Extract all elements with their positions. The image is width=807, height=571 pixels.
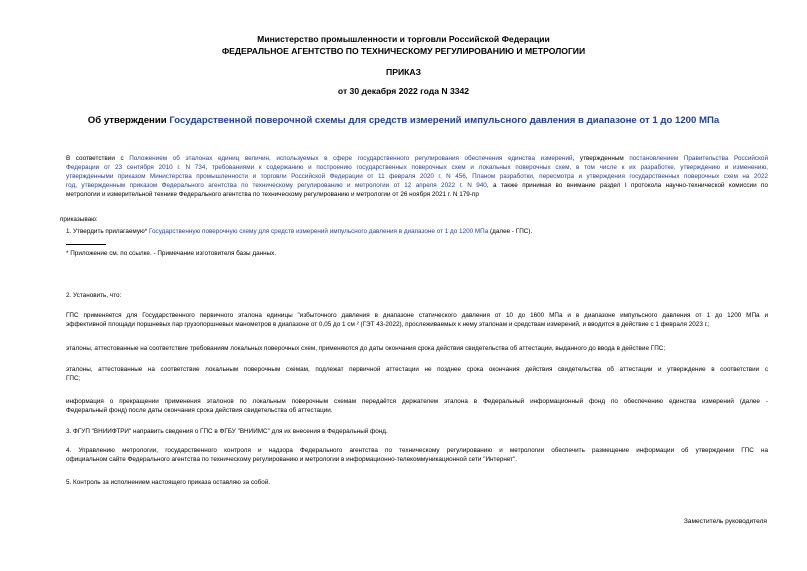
decree-link-part-1[interactable]: постановлением Правительства Российской (629, 155, 769, 162)
title-link[interactable]: Государственной поверочной схемы для средств измерений импульсного давления в диапазоне от 1 до 1200 МПа (169, 115, 720, 126)
decree-link-part-2[interactable]: Федерации от 23 сентября 2010 г. N 734 (66, 163, 206, 171)
plan-link-part-1[interactable]: Планом разработки, пересмотра и утверждения государственных поверочных схем на 2022 (472, 172, 769, 180)
footnote: * Приложение см. по ссылке. - Примечание изготовителя базы данных. (66, 250, 277, 257)
item-4-line-2: официальном сайте Федерального агентства по техническому регулированию и метрологии в информационно-телекоммуникационной сети "Интернет". (66, 455, 518, 463)
orders-text: приказываю: (60, 216, 98, 223)
preamble-text-4: , (465, 172, 473, 180)
requirements-link-part-1[interactable]: требованиями к содержанию и построению государственных поверочных схем и локальных поверочных схем, в том числе к их разработке, утверждению и изменению, (211, 163, 768, 171)
item-4 (66, 447, 768, 465)
preamble-line-5: метрологии и измерительной технике Федерального агентства по техническому регулированию и метрологии от 26 ноября 2021 г. N 179-пр (66, 190, 479, 198)
para-certified-line-2: ГПС; (66, 374, 81, 382)
para-gps-line-1: ГПС применяется для Государственного первичного эталона единицы "избыточного давления в диапазоне статического давления от 10 до 1600 МПа и в диапазоне импульсного давления от 1 до 1200 МПа и (66, 312, 768, 319)
item-4-line-1: 4. Управлению метрологии, государственного контроля и надзора Федерального агентства по техническому регулированию и метрологии обеспечить размещение информации об утверждении ГПС на (66, 447, 768, 454)
document-type: ПРИКАЗ (386, 67, 421, 77)
para-local-schemes: эталоны, аттестованные на соответствие требованиям локальных поверочных схем, применяются до даты окончания срока действия свидетельства об аттестации, выданного до ввода в действие ГПС; (66, 345, 666, 352)
item-5: 5. Контроль за исполнением настоящего приказа оставляю за собой. (66, 479, 271, 486)
footnote-separator (66, 244, 106, 245)
preamble-line-3 (66, 173, 768, 182)
title-prefix: Об утверждении (87, 115, 170, 126)
para-certified (66, 366, 768, 384)
ministry-name: Министерство промышленности и торговли Российской Федерации (257, 34, 550, 44)
preamble-line-2 (66, 164, 768, 173)
regulation-link[interactable]: Положением об эталонах единиц величин, используемых в сфере государственного регулирования обеспечения единства измерений (129, 155, 573, 162)
plan-link-part-2[interactable]: год, утвержденным приказом Федерального агентства по техническому регулированию и метрологии от 12 апреля 2022 г. N 940 (66, 181, 487, 189)
para-certified-line-1: эталоны, аттестованные на соответствие локальным поверочным схемам, подлежат первичной аттестации не позднее срока окончания действия свидетельства об аттестации и утверждение в соответствии с (66, 366, 768, 373)
para-info-line-1: информация о прекращении применения эталонов по локальным поверочным схемам передаётся держателем эталона в Федеральный информационный фонд по обеспечению единства измерений (далее - (66, 398, 768, 405)
preamble-text-3: , (205, 163, 212, 171)
document-title (0, 115, 807, 127)
para-gps-line-2: эффективной площади поршневых пар грузопоршневых манометров в диапазоне от 0,05 до 1 см ² (ГЭТ 43-2022), прослеживаемых к нему эталонам и средствам измерений, и вводится в действие с 1 февраля 2023 г.; (66, 320, 710, 328)
preamble-text-1: В соответствии с (66, 155, 130, 162)
para-info-line-2: Федеральный фонд) после даты окончания срока действия свидетельства об аттестации. (66, 406, 333, 414)
item-2: 2. Установить, что: (66, 292, 122, 299)
requirements-link-part-2[interactable]: утвержденными приказом Министерства промышленности и торговли Российской Федерации от 11 февраля 2020 г. N 456 (66, 172, 466, 180)
item-1-text-1: 1. Утвердить прилагаемую* (66, 228, 149, 235)
signature-title: Заместитель руководителя (683, 518, 767, 525)
preamble-paragraph (66, 155, 768, 200)
gps-link[interactable]: Государственную поверочную схему для средств измерений импульсного давления в диапазоне от 1 до 1200 МПа (148, 228, 489, 235)
para-gps (66, 312, 768, 330)
item-3: 3. ФГУП "ВНИИФТРИ" направить сведения о ГПС в ФГБУ "ВНИИМС" для их внесения в Федеральный фонд. (66, 428, 388, 435)
agency-name: ФЕДЕРАЛЬНОЕ АГЕНТСТВО ПО ТЕХНИЧЕСКОМУ РЕГУЛИРОВАНИЮ И МЕТРОЛОГИИ (221, 46, 586, 56)
preamble-line-4 (66, 182, 768, 191)
preamble-line-1 (66, 155, 768, 164)
document-date-number: от 30 декабря 2022 года N 3342 (337, 86, 470, 96)
item-1-text-2: (далее - ГПС). (488, 228, 533, 235)
item-1 (66, 228, 768, 237)
para-info (66, 398, 768, 416)
preamble-text-2: , утвержденным (572, 155, 630, 162)
preamble-text-5: , а также принимая во внимание раздел I протокола научно-технической комиссии по (486, 181, 768, 189)
